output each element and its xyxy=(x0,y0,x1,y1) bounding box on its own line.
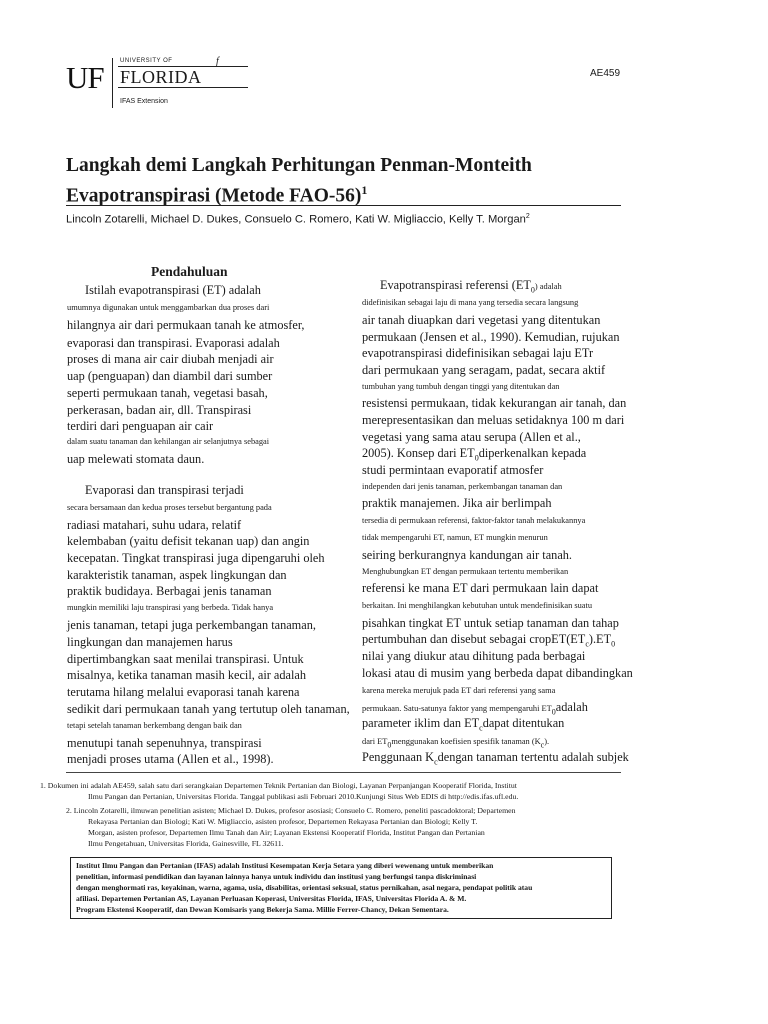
paragraph-line: kelembaban (yaitu defisit tekanan uap) dan angin xyxy=(67,534,310,548)
paragraph-line: merepresentasikan dan meluas setidaknya 100 m dari xyxy=(362,413,625,427)
authors xyxy=(66,213,530,226)
paragraph-line xyxy=(380,278,562,297)
text-run: ). xyxy=(544,737,550,746)
text-run: Evapotranspirasi referensi (ET xyxy=(380,278,531,292)
footnote-2-line: 2. Lincoln Zotarelli, ilmuwan penelitian asisten; Michael D. Dukes, profesor asosiasi; Consuelo C. Romero, peneliti pascadoktoral; Departemen xyxy=(66,806,516,815)
subscript: c xyxy=(540,740,545,750)
footnote-divider xyxy=(66,772,621,773)
paragraph-line: misalnya, ketika tanaman masih kecil, air adalah xyxy=(67,668,307,682)
text-run: dengan tanaman tertentu adalah subjek xyxy=(437,750,629,764)
footnote-2-line: Ilmu Pengetahuan, Universitas Florida, Gainesville, FL 32611. xyxy=(88,839,284,848)
footnote-1-line: Ilmu Pangan dan Pertanian, Universitas Florida. Tanggal publikasi asli Februari 2010.Kunjungi Situs Web EDIS di http://edis.ifas.ufl.edu. xyxy=(88,792,519,801)
page-title xyxy=(66,153,626,209)
paragraph-line: tumbuhan yang tumbuh dengan tinggi yang ditentukan dan xyxy=(362,382,560,391)
paragraph-line: radiasi matahari, suhu udara, relatif xyxy=(67,518,242,532)
paragraph-line: seperti permukaan tanah, vegetasi basah, xyxy=(67,386,268,400)
paragraph-line: mungkin memiliki laju transpirasi yang berbeda. Tidak hanya xyxy=(67,603,274,612)
paragraph-line: jenis tanaman, tetapi juga perkembangan tanaman, xyxy=(67,618,316,632)
footnote-1-line: 1. Dokumen ini adalah AE459, salah satu dari serangkaian Departemen Teknik Pertanian dan Biologi, Layanan Perpanjangan Kooperatif Florida, Institut xyxy=(40,781,517,790)
paragraph-line: dalam suatu tanaman dan kehilangan air selanjutnya sebagai xyxy=(67,437,270,446)
footnote-2-line: Rekayasa Pertanian dan Biologi; Kati W. Migliaccio, asisten profesor, Departemen Rekayasa Pertanian dan Biologi; Kelly T. xyxy=(88,817,478,826)
paragraph-line: menutupi tanah sepenuhnya, transpirasi xyxy=(67,736,262,750)
paragraph-line: air tanah diuapkan dari vegetasi yang ditentukan xyxy=(362,313,601,327)
paragraph-line: berkaitan. Ini menghilangkan kebutuhan untuk mendefinisikan suatu xyxy=(362,601,593,610)
paragraph-line: Evaporasi dan transpirasi terjadi xyxy=(85,483,244,497)
paragraph-line: tersedia di permukaan referensi, faktor-faktor tanah melakukannya xyxy=(362,516,586,525)
paragraph-line: seiring berkurangnya kandungan air tanah. xyxy=(362,548,572,562)
title-divider xyxy=(66,205,621,206)
ifas-statement-line: Program Ekstensi Kooperatif, dan Dewan Komisaris yang Bekerja Sama. Millie Ferrer-Chancy, Dekan Sementara. xyxy=(76,905,449,914)
paragraph-line: kecepatan. Tingkat transpirasi juga dipengaruhi oleh xyxy=(67,551,325,565)
title-line-2 xyxy=(66,178,626,209)
subscript: c xyxy=(434,757,438,767)
paragraph-line: proses di mana air cair diubah menjadi air xyxy=(67,352,274,366)
subscript: 0 xyxy=(611,639,616,649)
paragraph-line: umumnya digunakan untuk menggambarkan dua proses dari xyxy=(67,303,270,312)
text-run: dari ET xyxy=(362,737,388,746)
paragraph-line: referensi ke mana ET dari permukaan lain dapat xyxy=(362,581,599,595)
authors-footnote-mark: 2 xyxy=(525,213,530,220)
logo-mark: f xyxy=(216,56,219,67)
paragraph-line: tidak mempengaruhi ET, namun, ET mungkin menurun xyxy=(362,533,548,542)
ifas-statement-line: afiliasi. Departemen Pertanian AS, Layanan Perluasan Koperasi, Universitas Florida, IFAS, Universitas Florida A. & M. xyxy=(76,894,467,903)
paragraph-line: hilangnya air dari permukaan tanah ke atmosfer, xyxy=(67,318,305,332)
text-run: 2005). Konsep dari ET xyxy=(362,446,475,460)
subscript: 0 xyxy=(387,740,392,750)
uf-logo-text: UF xyxy=(66,60,104,95)
ifas-statement-line: penelitian, informasi pendidikan dan layanan lainnya hanya untuk individu dan institusi yang berfungsi tanpa diskriminasi xyxy=(76,872,477,881)
subscript: 0 xyxy=(551,707,556,717)
paragraph-line: lingkungan dan manajemen harus xyxy=(67,635,233,649)
ifas-statement-box xyxy=(70,857,612,919)
paragraph-line: terdiri dari penguapan air cair xyxy=(67,419,214,433)
paragraph-line: studi permintaan evaporatif atmosfer xyxy=(362,463,544,477)
paragraph-line: Istilah evapotranspirasi (ET) adalah xyxy=(85,283,261,297)
paragraph-line: praktik manajemen. Jika air berlimpah xyxy=(362,496,552,510)
paragraph-line: menjadi proses utama (Allen et al., 1998). xyxy=(67,752,274,766)
paragraph-line: evaporasi dan transpirasi. Evaporasi adalah xyxy=(67,336,280,350)
subscript: c xyxy=(585,639,589,649)
ifas-statement-line: dengan menghormati ras, keyakinan, warna, agama, usia, disabilitas, orientasi seksual, status pernikahan, asal negara, pendapat politik atau xyxy=(76,883,533,892)
text-run: menggunakan koefisien spesifik tanaman (K xyxy=(391,737,541,746)
paragraph-line: perkerasan, badan air, dll. Transpirasi xyxy=(67,403,252,417)
paragraph-line: dipertimbangkan saat menilai transpirasi. Untuk xyxy=(67,652,304,666)
paragraph-line: lokasi atau di musim yang berbeda dapat dibandingkan xyxy=(362,666,633,680)
footnote-2-line: Morgan, asisten profesor, Departemen Ilmu Tanah dan Air; Layanan Ekstensi Kooperatif Florida, Institut Pangan dan Pertanian xyxy=(88,828,485,837)
text-run: adalah xyxy=(555,700,588,714)
text-run: ).ET xyxy=(588,632,612,646)
text-run: permukaan. Satu-satunya faktor yang mempengaruhi ET xyxy=(362,704,552,713)
ifas-statement-line: Institut Ilmu Pangan dan Pertanian (IFAS) adalah Institusi Kesempatan Kerja Setara yang diberi wewenang untuk memberikan xyxy=(76,861,494,870)
paragraph-line: uap melewati stomata daun. xyxy=(67,452,205,466)
paragraph-line: praktik budidaya. Berbagai jenis tanaman xyxy=(67,584,272,598)
text-run: dapat ditentukan xyxy=(482,716,565,730)
title-line-1: Langkah demi Langkah Perhitungan Penman-Monteith xyxy=(66,155,532,176)
author-names: Lincoln Zotarelli, Michael D. Dukes, Consuelo C. Romero, Kati W. Migliaccio, Kelly T. Morgan xyxy=(66,213,526,226)
paragraph-line: karakteristik tanaman, aspek lingkungan dan xyxy=(67,568,287,582)
logo-divider xyxy=(112,58,113,108)
paragraph-line: karena mereka merujuk pada ET dari referensi yang sama xyxy=(362,686,556,695)
paragraph-line: uap (penguapan) dan diambil dari sumber xyxy=(67,369,273,383)
title-footnote-mark: 1 xyxy=(361,183,368,197)
text-run: parameter iklim dan ET xyxy=(362,716,480,730)
paragraph-line: Menghubungkan ET dengan permukaan tertentu memberikan xyxy=(362,567,569,576)
text-run: pertumbuhan dan disebut sebagai cropET(ET xyxy=(362,632,586,646)
subscript: 0 xyxy=(530,285,535,295)
subscript: 0 xyxy=(474,453,479,463)
paragraph-line: evapotranspirasi didefinisikan sebagai laju ETr xyxy=(362,346,594,360)
text-run: diperkenalkan kepada xyxy=(478,446,587,460)
uf-ifas-logo xyxy=(66,52,236,112)
paragraph-line: pisahkan tingkat ET untuk setiap tanaman dan tahap xyxy=(362,616,619,630)
logo-florida: FLORIDA xyxy=(118,66,248,88)
text-run: Penggunaan K xyxy=(362,750,435,764)
logo-university-of: UNIVERSITY OF xyxy=(120,58,173,64)
paragraph-line xyxy=(362,750,629,769)
document-code: AE459 xyxy=(590,68,621,79)
paragraph-line: dari permukaan yang seragam, padat, secara aktif xyxy=(362,363,606,377)
paragraph-line: vegetasi yang sama atau serupa (Allen et al., xyxy=(362,430,581,444)
paragraph-line: resistensi permukaan, tidak kekurangan air tanah, dan xyxy=(362,396,627,410)
paragraph-line: sedikit dari permukaan tanah yang tertutup oleh tanaman, xyxy=(67,702,350,716)
section-heading-pendahuluan: Pendahuluan xyxy=(151,264,228,279)
logo-extension: IFAS Extension xyxy=(120,98,168,105)
paragraph-line: tetapi setelah tanaman berkembang dengan baik dan xyxy=(67,721,242,730)
paragraph-line: nilai yang diukur atau dihitung pada berbagai xyxy=(362,649,586,663)
title-line-2-text: Evapotranspirasi (Metode FAO-56) xyxy=(66,185,362,207)
subscript: c xyxy=(479,723,483,733)
paragraph-line: secara bersamaan dan kedua proses tersebut bergantung pada xyxy=(67,503,272,512)
paragraph-line: independen dari jenis tanaman, perkembangan tanaman dan xyxy=(362,482,563,491)
paragraph-line: terutama hilang melalui evaporasi tanah karena xyxy=(67,685,300,699)
text-run: ) adalah xyxy=(534,282,562,291)
paragraph-line: didefinisikan sebagai laju di mana yang tersedia secara langsung xyxy=(362,298,579,307)
paragraph-line: permukaan (Jensen et al., 1990). Kemudian, rujukan xyxy=(362,330,620,344)
